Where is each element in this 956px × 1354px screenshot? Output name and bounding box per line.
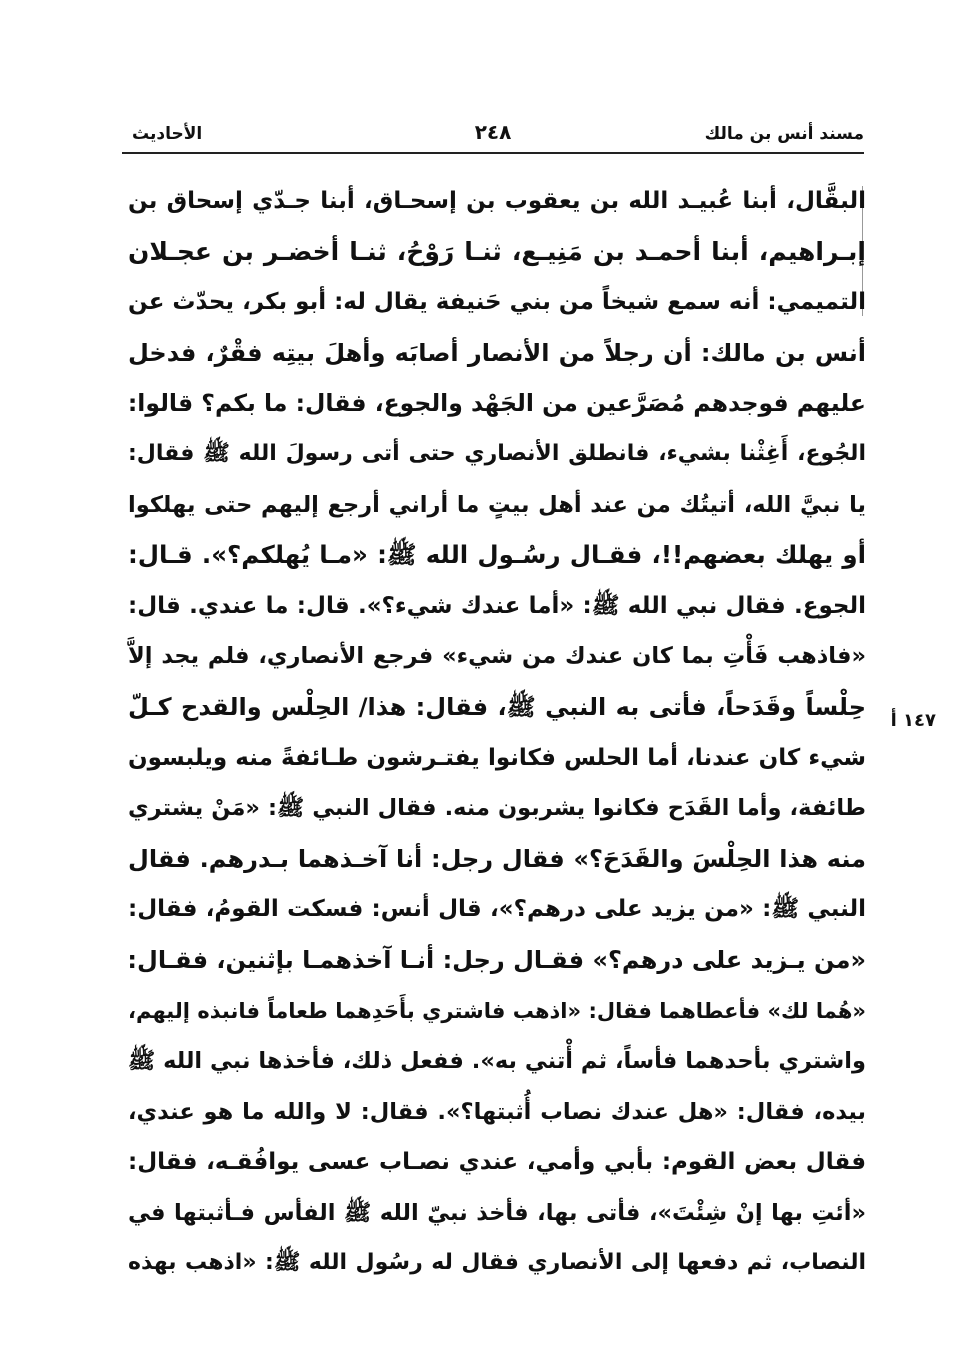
text-line: يا نبيَّ الله، أتيتُك من عند أهل بيتٍ ما أراني أرجع إليهم حتى يهلكوا [128, 491, 866, 518]
text-line: منه هذا الحِلْسَ والقَدَحَ؟» فقال رجل: أنا آخـذهما بـدرهم. فقال [128, 844, 866, 873]
text-line: «فاذهب فَأْتِ بما كان عندك من شيء» فرجع الأنصاري، فلم يجد إلاَّ [128, 643, 866, 670]
text-line: البقَّال، أبنا عُبيـد الله بن يعقوب بن إسحـاق، أبنا جـدّي إسحاق بن [128, 188, 866, 214]
text-line: حِلْساً وقَدَحاً، فأتى به النبي ﷺ، فقال: هذا/ الحِلْس والقدح كـلّ [128, 692, 866, 721]
text-line: شيء كان عندنا، أما الحلس فكانوا يفتـرشون طـائفةً منه ويلبسون [128, 744, 866, 771]
marginal-folio-note: ١٤٧ أ [890, 710, 936, 731]
page-header [122, 116, 864, 152]
text-line: بيده، فقال: «هل عندك نصاب أُثبتها؟». فقال: لا والله ما هو عندي، [128, 1098, 866, 1125]
body-text [128, 176, 866, 1289]
header-book-title: مسند أنس بن مالك [704, 124, 864, 144]
header-section-title: الأحاديث [132, 124, 203, 144]
text-line: عليهم فوجدهم مُصَرَّعين من الجَهْد والجوع، فقال: ما بكم؟ قالوا: [127, 389, 866, 418]
text-line: الجُوع، أَغِثْنا بشيء، فانطلق الأنصاري حتى أتى رسولَ الله ﷺ فقال: [128, 440, 866, 466]
text-line: طائفة، وأما القَدَح فكانوا يشربون منه. فقال النبي ﷺ: «مَنْ يشتري [128, 795, 866, 822]
text-line: التميمي: أنه سمع شيخاً من بني حَنيفة يقال له: أبو بكر، يحدّث عن [128, 289, 866, 316]
text-line: أو يهلك بعضهم!!، فقـال رسُـول الله ﷺ: «مـا يُهلكم؟». قـال: [128, 540, 866, 570]
text-line: «هُما لك» فأعطاهما فقال: «اذهب فاشتري بأَحَدِهما طعاماً فانبذه إليهم، [128, 998, 866, 1023]
text-line: الجوع. فقال نبي الله ﷺ: «أما عندك شيء؟». قال: ما عندي. قال: [128, 592, 866, 619]
header-rule [122, 152, 864, 154]
text-line: النصاب، ثم دفعها إلى الأنصاري فقال له رسُول الله ﷺ: «اذهب بهذه [128, 1250, 866, 1276]
page-number: ٢٤٨ [474, 120, 512, 144]
text-line: «أئتِ بها إنْ شِئْتَ»، فأتى بها، فأخذ نبيّ الله ﷺ الفأس فـأثبتها في [128, 1199, 866, 1226]
text-line: النبي ﷺ: «من يزيد على درهم؟»، قال أنس: فسكت القومُ، فقال: [128, 896, 866, 923]
text-line: واشتري بأحدهما فأساً، ثم أْتني به». ففعل ذلك، فأخذها نبي الله ﷺ [128, 1048, 866, 1075]
text-line: «من يـزيد على درهم؟» فقـال رجل: أنـا آخذهمـا بإثنين، فقـال: [127, 945, 866, 974]
text-line: أنس بن مالك: أن رجلاً من الأنصار أصابَه وأهلَ بيتِه فقْرٌ، فدخل [128, 338, 866, 367]
text-line: فقال بعض القوم: بأبي وأمي، عندي نصـاب عسى يوافُقـه، فقال: [128, 1149, 866, 1176]
text-line: إبـراهيم، أبنا أحمـد بن مَنِيـع، ثنـا رَوْحُ، ثنـا أخضـر بن عجـلان [128, 236, 866, 266]
